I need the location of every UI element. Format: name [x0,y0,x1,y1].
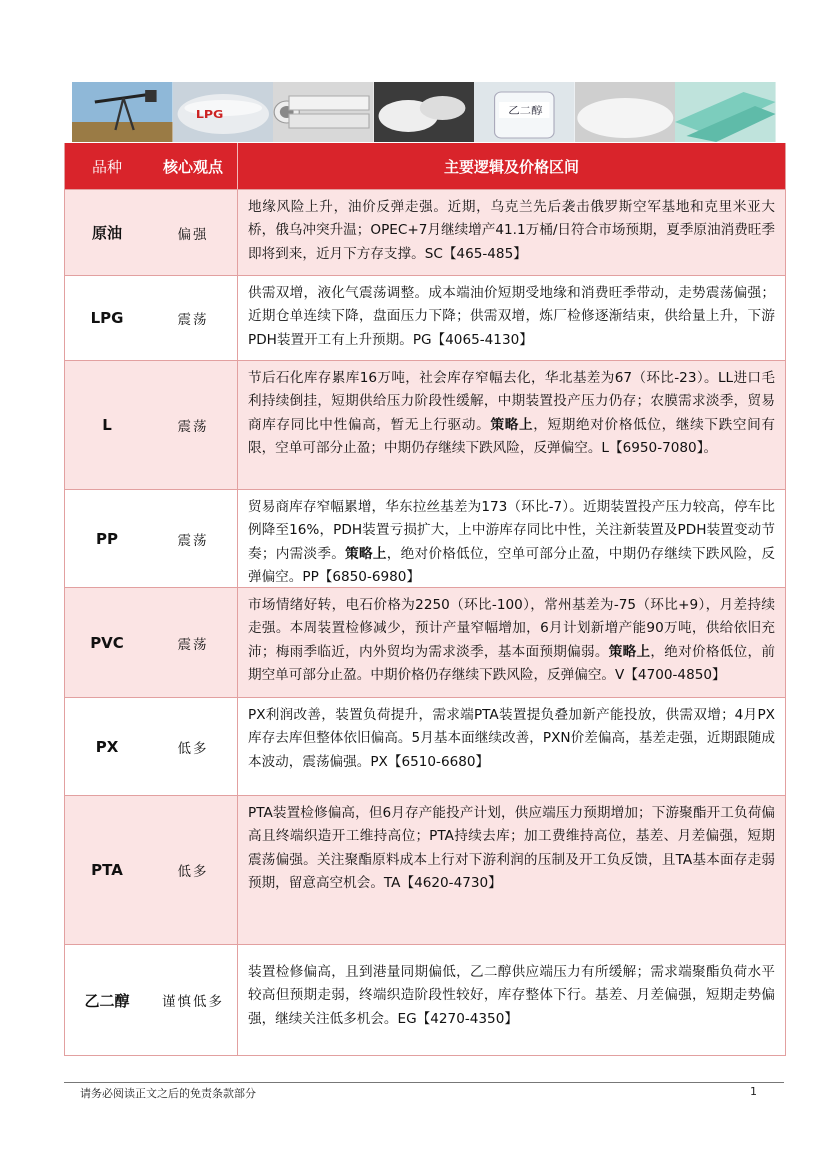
table-header [65,143,785,189]
lpg-tank-image [173,82,274,142]
header-variety: 品种 [91,157,122,176]
row-name: PP [96,529,118,548]
row-name: PVC [90,633,124,652]
row-name: L [102,416,112,434]
row-view: 低多 [177,864,209,880]
commodity-table [64,143,786,1056]
row-name: LPG [90,309,124,327]
footer-disclaimer: 请务必阅读正文之后的免责条款部分 [80,1087,256,1100]
table-row [65,189,785,275]
header-core-view: 核心观点 [162,157,223,176]
glycol-bottle-image [474,82,575,142]
row-view: 震荡 [177,532,209,549]
plastic-pellets-image [374,82,475,142]
table-row [65,944,785,1055]
table-row [65,360,785,489]
row-name: PTA [91,861,123,879]
row-view: 震荡 [177,312,209,328]
footer-divider [64,1082,784,1083]
row-view: 震荡 [177,636,209,653]
row-logic: PX利润改善，装置负荷提升，需求端PTA装置提负叠加新产能投放，供需双增；4月PX库存去库但整体依旧偏高。5月基本面继续改善，PXN价差偏高，基差走强，近期跟随成本波动，震荡偏强。PX【6510-6680】 [237,698,785,795]
table-row [65,275,785,360]
row-logic: 市场情绪好转，电石价格为2250（环比-100），常州基差为-75（环比+9），月差持续走强。本周装置检修减少，预计产量窄幅增加，6月计划新增产能90万吨，供给依旧充沛；梅雨季临近，内外贸均为需求淡季，基本面预期偏弱。策略上，绝对价格低位，前期空单可部分止盈。中期价格仍存继续下跌风险，反弹偏空。V【4700-4850】 [237,588,785,697]
svg-text:LPG: LPG [195,107,223,121]
row-logic: 贸易商库存窄幅累增，华东拉丝基差为173（环比-7）。近期装置投产压力较高，停车比例降至16%，PDH装置亏损扩大，上中游库存同比中性，关注新装置及PDH装置变动节奏；内需淡季。策略上，绝对价格低位，空单可部分止盈，中期仍存继续下跌风险，反弹偏空。PP【6850-6980】 [237,490,785,587]
header-logic-range: 主要逻辑及价格区间 [237,143,785,189]
row-view: 谨慎低多 [162,994,224,1010]
pipes-image [273,82,374,142]
granules-image [575,82,676,142]
table-row [65,795,785,944]
oil-pump-image [72,82,173,142]
svg-text:乙二醇: 乙二醇 [508,104,543,117]
row-name: 原油 [91,224,122,242]
row-logic: 供需双增，液化气震荡调整。成本端油价短期受地缘和消费旺季带动，走势震荡偏强；近期仓单连续下降，盘面压力下降；供需双增，炼厂检修逐渐结束，供给量上升，下游PDH装置开工有上升预期。PG【4065-4130】 [237,276,785,360]
glass-sheets-image [675,82,776,142]
table-row [65,489,785,587]
table-row [65,587,785,697]
row-logic: 地缘风险上升，油价反弹走强。近期，乌克兰先后袭击俄罗斯空军基地和克里米亚大桥，俄乌冲突升温；OPEC+7月继续增产41.1万桶/日符合市场预期，夏季原油消费旺季即将到来，近月下方存支撑。SC【465-485】 [237,190,785,275]
row-name: 乙二醇 [84,991,130,1010]
row-logic: 装置检修偏高，且到港量同期偏低，乙二醇供应端压力有所缓解；需求端聚酯负荷水平较高但预期走弱，终端织造阶段性较好，库存整体下行。基差、月差偏强，短期走势偏强，继续关注低多机会。EG【4270-4350】 [237,945,785,1055]
banner-strip [72,82,776,142]
row-name: PX [95,737,119,756]
row-logic: PTA装置检修偏高，但6月存产能投产计划，供应端压力预期增加；下游聚酯开工负荷偏高且终端织造开工维持高位；PTA持续去库；加工费维持高位，基差、月差偏强，短期震荡偏强。关注聚酯原料成本上行对下游利润的压制及开工负反馈，且TA基本面存走弱预期，留意高空机会。TA【4620-4730】 [237,796,785,944]
row-view: 偏强 [177,226,209,243]
row-view: 低多 [177,740,209,757]
row-view: 震荡 [177,419,209,435]
table-row [65,697,785,795]
row-logic: 节后石化库存累库16万吨，社会库存窄幅去化，华北基差为67（环比-23）。LL进口毛利持续倒挂，短期供给压力阶段性缓解，中期装置投产压力仍存；农膜需求淡季，贸易商库存同比中性偏高，暂无上行驱动。策略上，短期绝对价格低位，继续下跌空间有限，空单可部分止盈；中期仍存继续下跌风险，反弹偏空。L【6950-7080】。 [237,361,785,489]
page-number: 1 [750,1085,757,1098]
